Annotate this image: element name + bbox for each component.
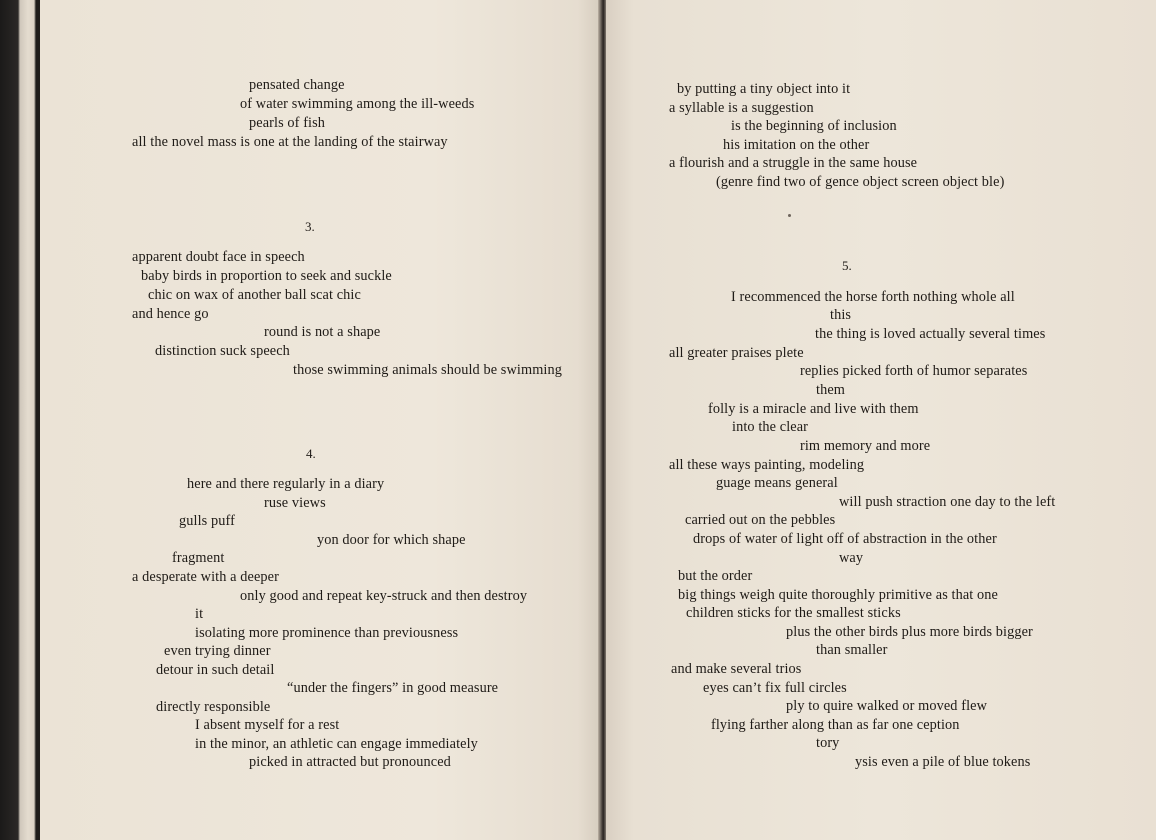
text-line: only good and repeat key-struck and then destroy <box>240 588 528 604</box>
text-line: eyes can’t fix full circles <box>703 680 847 696</box>
text-line: his imitation on the other <box>723 137 870 153</box>
text-line: even trying dinner <box>164 643 271 659</box>
text-line: will push straction one day to the left <box>839 494 1056 510</box>
text-line: yon door for which shape <box>317 532 466 548</box>
text-line: all these ways painting, modeling <box>669 457 865 473</box>
paper-speck <box>788 214 791 217</box>
text-line: this <box>830 307 852 323</box>
text-line: pearls of fish <box>249 115 326 131</box>
text-line: rim memory and more <box>800 438 931 454</box>
text-line: and make several trios <box>671 661 802 677</box>
text-line: directly responsible <box>156 699 271 715</box>
text-line: “under the fingers” in good measure <box>287 680 499 696</box>
text-line: and hence go <box>132 306 209 322</box>
text-line: here and there regularly in a diary <box>187 476 385 492</box>
left-page <box>40 0 600 840</box>
text-line: children sticks for the smallest sticks <box>686 605 901 621</box>
text-line: gulls puff <box>179 513 235 529</box>
text-line: ruse views <box>264 495 326 511</box>
text-line: but the order <box>678 568 753 584</box>
text-line: all greater praises plete <box>669 345 804 361</box>
text-line: baby birds in proportion to seek and suckle <box>141 268 392 284</box>
text-line: detour in such detail <box>156 662 275 678</box>
text-line: it <box>195 606 204 622</box>
text-line: in the minor, an athletic can engage immediately <box>195 736 478 752</box>
text-line: (genre find two of gence object screen object ble) <box>716 174 1005 190</box>
text-line: isolating more prominence than previousness <box>195 625 459 641</box>
text-line: way <box>839 550 864 566</box>
text-line: round is not a shape <box>264 324 381 340</box>
text-line: guage means general <box>716 475 838 491</box>
text-line: carried out on the pebbles <box>685 512 836 528</box>
text-line: ply to quire walked or moved flew <box>786 698 988 714</box>
text-line: them <box>816 382 845 398</box>
text-line: all the novel mass is one at the landing of the stairway <box>132 134 448 150</box>
text-line: ysis even a pile of blue tokens <box>855 754 1031 770</box>
text-line: a flourish and a struggle in the same house <box>669 155 918 171</box>
text-line: a desperate with a deeper <box>132 569 279 585</box>
text-line: I absent myself for a rest <box>195 717 340 733</box>
text-line: those swimming animals should be swimming <box>293 362 562 378</box>
section-number: 4. <box>306 446 316 461</box>
section-number: 5. <box>842 258 852 273</box>
text-line: pensated change <box>249 77 345 93</box>
text-line: picked in attracted but pronounced <box>249 754 451 770</box>
text-line: apparent doubt face in speech <box>132 249 305 265</box>
text-line: fragment <box>172 550 225 566</box>
text-line: than smaller <box>816 642 888 658</box>
text-line: I recommenced the horse forth nothing whole all <box>731 289 1015 305</box>
right-page <box>606 0 1156 840</box>
text-line: folly is a miracle and live with them <box>708 401 919 417</box>
text-line: drops of water of light off of abstraction in the other <box>693 531 997 547</box>
text-line: the thing is loved actually several times <box>815 326 1046 342</box>
text-line: tory <box>816 735 840 751</box>
text-line: plus the other birds plus more birds bigger <box>786 624 1033 640</box>
text-line: into the clear <box>732 419 809 435</box>
text-line: flying farther along than as far one ception <box>711 717 960 733</box>
text-line: of water swimming among the ill-weeds <box>240 96 475 112</box>
book-page-edges <box>0 0 40 840</box>
section-number: 3. <box>305 219 315 234</box>
text-line: replies picked forth of humor separates <box>800 363 1028 379</box>
text-line: a syllable is a suggestion <box>669 100 814 116</box>
text-line: big things weigh quite thoroughly primitive as that one <box>678 587 998 603</box>
text-line: is the beginning of inclusion <box>731 118 897 134</box>
text-line: by putting a tiny object into it <box>677 81 851 97</box>
text-line: distinction suck speech <box>155 343 290 359</box>
text-line: chic on wax of another ball scat chic <box>148 287 361 303</box>
